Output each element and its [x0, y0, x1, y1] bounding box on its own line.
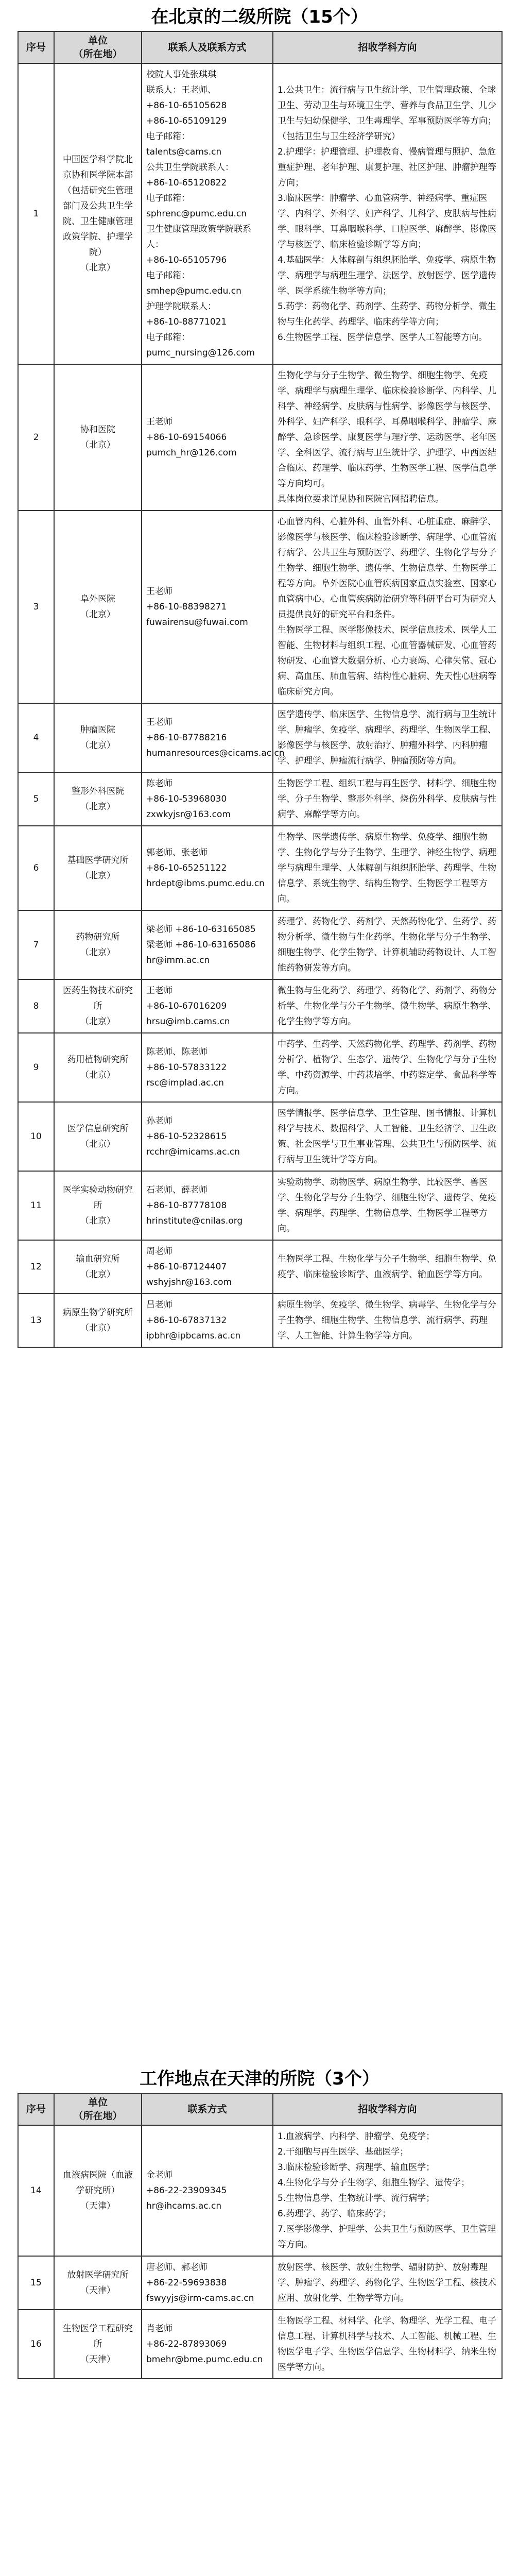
recruit-direction: 微生物与生化药学、药理学、药物化学、药剂学、药物分析学、生物化学与分子生物学、微生物学、病原生物学、化学生物学等方向。 [273, 979, 502, 1033]
table-row [18, 1102, 502, 1171]
recruit-direction: 心血管内科、心脏外科、血管外科、心脏重症、麻醉学、影像医学与核医学、临床检验诊断学、病理学、心血管流行病学、公共卫生与预防医学、药理学、生物化学与分子生物学、细胞生物学、遗传学、生物信息学、生物医学工程等方向。阜外医院心血管疾病国家重点实验室、国家心血管病中心、心血管疾病防治研究等科研平台可为研究人员提供良好的研究平台和条件。 生物医学工程、医学影像技术、医学信息技术、医学人工智能、生物材料与组织工程、心血管器械研发、心血管药物研发、心血管大数据分析、心力衰竭、心律失常、冠心病、高血压、肺血管病、结构性心脏病、先天性心脏病等临床研究方向。 [273, 511, 502, 703]
recruit-direction: 1.公共卫生：流行病与卫生统计学、卫生管理政策、全球卫生、劳动卫生与环境卫生学、营养与食品卫生学、儿少卫生与妇幼保健学、卫生毒理学、军事预防医学等方向；（包括卫生与卫生经济学研究） 2.护理学：护理管理、护理教育、慢病管理与照护、急危重症护理、老年护理、康复护理、社区护理、肿瘤护理等方向； 3.临床医学：肿瘤学、心血管病学、神经病学、重症医学、内科学、外科学、妇产科学、儿科学、皮肤病与性病学、眼科学、耳鼻咽喉科学、口腔医学、麻醉学、影像医学与核医学、临床检验诊断学等方向； 4.基础医学：人体解剖与组织胚胎学、免疫学、病原生物学、病理学与病理生理学、法医学、放射医学、医学遗传学、医学系统生物学等方向； 5.药学：药物化学、药剂学、生药学、药物分析学、微生物与生化药学、药理学、临床药学等方向； 6.生物医学工程、医学信息学、医学人工智能等方向。 [273, 63, 502, 364]
row-number: 8 [18, 979, 54, 1033]
row-number: 9 [18, 1033, 54, 1102]
recruit-direction: 病原生物学、免疫学、微生物学、病毒学、生物化学与分子生物学、细胞生物学、生物信息学、流行病学、药理学、人工智能、计算生物学等方向。 [273, 1294, 502, 1347]
row-number: 2 [18, 364, 54, 511]
row-number: 16 [18, 2310, 54, 2379]
unit-name: 输血研究所 （北京） [54, 1240, 142, 1294]
header-direction: 招收学科方向 [273, 2093, 502, 2125]
row-number: 13 [18, 1294, 54, 1347]
row-number: 6 [18, 826, 54, 910]
unit-name: 阜外医院 （北京） [54, 511, 142, 703]
contact-info: 周老师 +86-10-87124407 wshyjshr@163.com [142, 1240, 273, 1294]
table-row [18, 910, 502, 979]
row-number: 1 [18, 63, 54, 364]
contact-info: 梁老师 +86-10-63165085 梁老师 +86-10-63165086 hr@imm.ac.cn [142, 910, 273, 979]
unit-name: 中国医学科学院北京协和医学院本部（包括研究生管理部门及公共卫生学院、卫生健康管理政策学院、护理学院） （北京） [54, 63, 142, 364]
row-number: 12 [18, 1240, 54, 1294]
unit-name: 医药生物技术研究所 （北京） [54, 979, 142, 1033]
contact-info: 唐老师、郝老师 +86-22-59693838 fswyyjs@irm-cams.ac.cn [142, 2256, 273, 2310]
row-number: 5 [18, 772, 54, 826]
unit-name: 生物医学工程研究所 （天津） [54, 2310, 142, 2379]
unit-name: 血液病医院（血液学研究所） （天津） [54, 2125, 142, 2256]
row-number: 4 [18, 703, 54, 772]
table-row [18, 511, 502, 703]
contact-info: 王老师 +86-10-88398271 fuwairensu@fuwai.com [142, 511, 273, 703]
header-no: 序号 [18, 31, 54, 63]
contact-info: 肖老师 +86-22-87893069 bmehr@bme.pumc.edu.cn [142, 2310, 273, 2379]
unit-name: 医学信息研究所 （北京） [54, 1102, 142, 1171]
table-row [18, 1294, 502, 1347]
table-row [18, 63, 502, 364]
recruit-direction: 生物医学工程、生物化学与分子生物学、细胞生物学、免疫学、临床检验诊断学、血液病学、输血医学等方向。 [273, 1240, 502, 1294]
header-contact: 联系人及联系方式 [142, 31, 273, 63]
unit-name: 药物研究所 （北京） [54, 910, 142, 979]
table-row [18, 364, 502, 511]
contact-info: 校院人事处张琪琪 联系人：王老师、 +86-10-65105628 +86-10-65109129 电子邮箱： talents@cams.cn 公共卫生学院联系人： +86-10-65120822 电子邮箱： sphrenc@pumc.edu.cn 卫生健康管理政策学院联系人： +86-10-65105796 电子邮箱： smhep@pumc.edu.cn 护理学院联系人： +86-10-88771021 电子邮箱： pumc_nursing@126.com [142, 63, 273, 364]
recruit-direction: 中药学、生药学、天然药物化学、药理学、药剂学、药物分析学、植物学、生态学、遗传学、生物化学与分子生物学、中药资源学、中药栽培学、中药鉴定学、食品科学等方向。 [273, 1033, 502, 1102]
recruit-direction: 生物学、医学遗传学、病原生物学、免疫学、细胞生物学、生物化学与分子生物学、生理学、神经生物学、病理学与病理生理学、人体解剖与组织胚胎学、药理学、生物信息学、系统生物学、结构生物学、生物医学工程等方向。 [273, 826, 502, 910]
contact-info: 王老师 +86-10-69154066 pumch_hr@126.com [142, 364, 273, 511]
table-row [18, 703, 502, 772]
row-number: 15 [18, 2256, 54, 2310]
contact-info: 金老师 +86-22-23909345 hr@ihcams.ac.cn [142, 2125, 273, 2256]
header-unit: 单位 （所在地） [54, 31, 142, 63]
unit-name: 协和医院 （北京） [54, 364, 142, 511]
contact-info: 孙老师 +86-10-52328615 rcchr@imicams.ac.cn [142, 1102, 273, 1171]
table-row [18, 2310, 502, 2379]
header-no: 序号 [18, 2093, 54, 2125]
row-number: 14 [18, 2125, 54, 2256]
recruit-direction: 实验动物学、动物医学、病原生物学、比较医学、兽医学、生物化学与分子生物学、细胞生物学、遗传学、免疫学、病理学、药理学、生物信息学、生物医学工程等方向。 [273, 1171, 502, 1240]
contact-info: 郭老师、张老师 +86-10-65251122 hrdept@ibms.pumc.edu.cn [142, 826, 273, 910]
recruit-direction: 生物医学工程、组织工程与再生医学、材料学、细胞生物学、分子生物学、整形外科学、烧伤外科学、皮肤病与性病学、麻醉学等方向。 [273, 772, 502, 826]
row-number: 7 [18, 910, 54, 979]
unit-name: 放射医学研究所 （天津） [54, 2256, 142, 2310]
contact-info: 王老师 +86-10-87788216 humanresources@cicams.ac.cn [142, 703, 273, 772]
section-title-beijing: 在北京的二级所院（15个） [151, 7, 368, 27]
unit-name: 基础医学研究所 （北京） [54, 826, 142, 910]
unit-name: 肿瘤医院 （北京） [54, 703, 142, 772]
contact-info: 吕老师 +86-10-67837132 ipbhr@ipbcams.ac.cn [142, 1294, 273, 1347]
unit-name: 医学实验动物研究所 （北京） [54, 1171, 142, 1240]
row-number: 11 [18, 1171, 54, 1240]
recruit-direction: 1.血液病学、内科学、肿瘤学、免疫学； 2.干细胞与再生医学、基础医学； 3.临床检验诊断学、病理学、输血医学； 4.生物化学与分子生物学、细胞生物学、遗传学； 5.生物信息学、生物统计学、流行病学； 6.药理学、药学、临床药学； 7.医学影像学、护理学、公共卫生与预防医学、卫生管理等方向。 [273, 2125, 502, 2256]
recruit-direction: 生物医学工程、材料学、化学、物理学、光学工程、电子信息工程、计算机科学与技术、人工智能、机械工程、生物医学电子学、生物医学信息学、生物材料学、纳米生物医学等方向。 [273, 2310, 502, 2379]
section-title-tianjin: 工作地点在天津的所院（3个） [140, 2069, 379, 2089]
beijing-table [18, 31, 503, 1348]
table-row [18, 772, 502, 826]
header-contact: 联系方式 [142, 2093, 273, 2125]
header-unit: 单位 （所在地） [54, 2093, 142, 2125]
table-row [18, 1240, 502, 1294]
table-header-row [18, 31, 502, 63]
contact-info: 石老师、薛老师 +86-10-87778108 hrinstitute@cnilas.org [142, 1171, 273, 1240]
recruit-direction: 放射医学、核医学、放射生物学、辐射防护、放射毒理学、肿瘤学、药理学、药物化学、生物医学工程、核技术应用、放射化学、生物学等方向。 [273, 2256, 502, 2310]
recruit-direction: 药理学、药物化学、药剂学、天然药物化学、生药学、药物分析学、微生物与生化药学、生物化学与分子生物学、细胞生物学、化学生物学、计算机辅助药物设计、人工智能药物研发等方向。 [273, 910, 502, 979]
recruit-direction: 医学遗传学、临床医学、生物信息学、流行病与卫生统计学、肿瘤学、免疫学、病理学、药理学、生物医学工程、影像医学与核医学、放射治疗、肿瘤外科学、内科肿瘤学、护理学、肿瘤流行病学、肿瘤预防等方向。 [273, 703, 502, 772]
table-row [18, 2256, 502, 2310]
unit-name: 药用植物研究所 （北京） [54, 1033, 142, 1102]
table-row [18, 979, 502, 1033]
table-row [18, 1033, 502, 1102]
table-row [18, 826, 502, 910]
recruit-direction: 医学情报学、医学信息学、卫生管理、图书情报、计算机科学与技术、数据科学、人工智能、卫生经济学、卫生政策、社会医学与卫生事业管理、公共卫生与预防医学、流行病与卫生统计学等方向。 [273, 1102, 502, 1171]
tianjin-table [18, 2093, 503, 2379]
table-row [18, 2125, 502, 2256]
recruit-direction: 生物化学与分子生物学、微生物学、细胞生物学、免疫学、病理学与病理生理学、临床检验诊断学、内科学、儿科学、神经病学、皮肤病与性病学、影像医学与核医学、外科学、妇产科学、眼科学、耳鼻咽喉科学、肿瘤学、麻醉学、急诊医学、康复医学与理疗学、运动医学、老年医学、全科医学、流行病与卫生统计学、护理学、中西医结合临床、药理学、临床药学、生物医学工程、医学信息学等方向均可。 具体岗位要求详见协和医院官网招聘信息。 [273, 364, 502, 511]
row-number: 3 [18, 511, 54, 703]
beijing-table-body [18, 63, 502, 1347]
tianjin-table-body [18, 2125, 502, 2379]
contact-info: 陈老师 +86-10-53968030 zxwkyjsr@163.com [142, 772, 273, 826]
unit-name: 病原生物学研究所 （北京） [54, 1294, 142, 1347]
contact-info: 王老师 +86-10-67016209 hrsu@imb.cams.cn [142, 979, 273, 1033]
unit-name: 整形外科医院 （北京） [54, 772, 142, 826]
row-number: 10 [18, 1102, 54, 1171]
header-direction: 招收学科方向 [273, 31, 502, 63]
contact-info: 陈老师、陈老师 +86-10-57833122 rsc@implad.ac.cn [142, 1033, 273, 1102]
table-header-row [18, 2093, 502, 2125]
table-row [18, 1171, 502, 1240]
